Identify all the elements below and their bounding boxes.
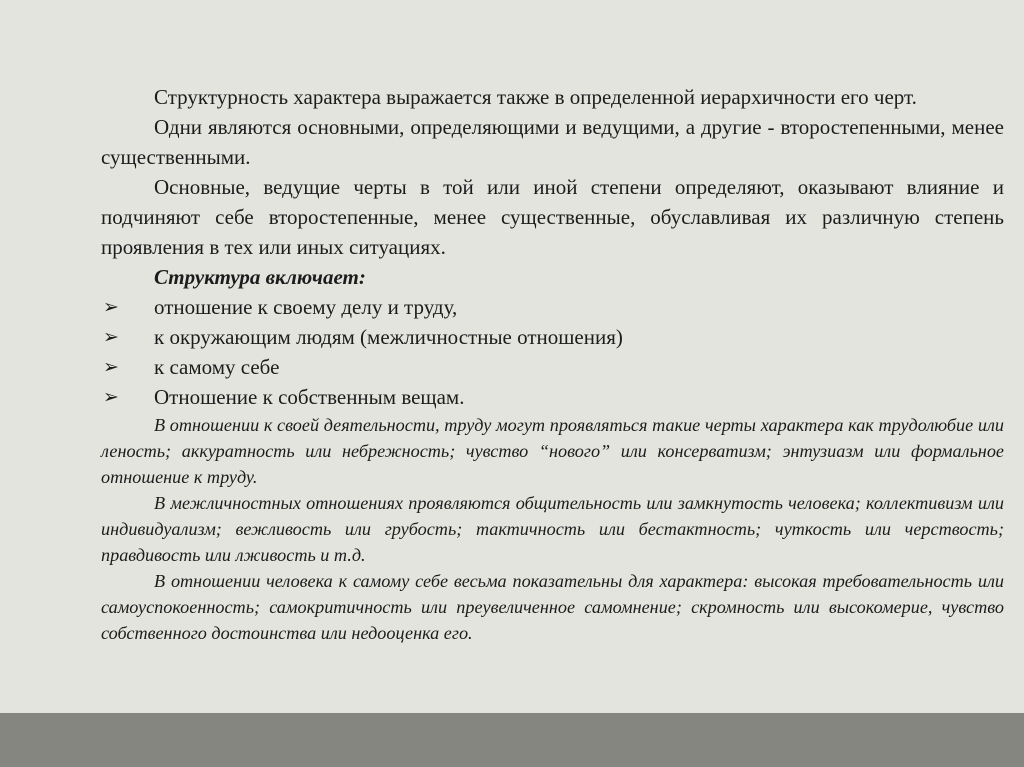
paragraph-main-secondary: Одни являются основными, определяющими и ведущими, а другие - второстепенными, менее существенными. [101,115,1004,169]
bullet-item [101,322,1004,352]
arrowhead-bullet-icon: ➢ [103,356,119,378]
paragraph-structure: Структурность характера выражается также в определенной иерархичности его черт. [154,85,917,109]
structure-heading: Структура включает: [154,265,366,289]
bullet-text: к окружающим людям (межличностные отношения) [154,325,623,349]
slide-content [101,82,1004,646]
bullet-item [101,352,1004,382]
italic-paragraph-interpersonal: В межличностных отношениях проявляются общительность или замкнутость человека; коллективизм или индивидуализм; вежливость или грубость; тактичность или бестактность; чуткость или черствость; правдивость или лживость и т.д. [101,493,1004,565]
bullet-text: к самому себе [154,355,280,379]
arrowhead-bullet-icon: ➢ [103,326,119,348]
bullet-text: Отношение к собственным вещам. [154,385,465,409]
bottom-band [0,713,1024,767]
bullet-text: отношение к своему делу и труду, [154,295,458,319]
italic-paragraph-self: В отношении человека к самому себе весьма показательны для характера: высокая требовательность или самоуспокоенность; самокритичность или преувеличенное самомнение; скромность или высокомерие, чувство собственного достоинства или недооценка его. [101,571,1004,643]
bullet-item [101,292,1004,322]
arrowhead-bullet-icon: ➢ [103,296,119,318]
italic-paragraph-work: В отношении к своей деятельности, труду могут проявляться такие черты характера как трудолюбие или леность; аккуратность или небрежность; чувство “нового” или консерватизм; энтузиазм или формальное отношение к труду. [101,415,1004,487]
paragraph-leading-traits: Основные, ведущие черты в той или иной степени определяют, оказывают влияние и подчиняют себе второстепенные, менее существенные, обуславливая их различную степень проявления в тех или иных ситуациях. [101,175,1004,259]
arrowhead-bullet-icon: ➢ [103,386,119,408]
bullet-item [101,382,1004,412]
